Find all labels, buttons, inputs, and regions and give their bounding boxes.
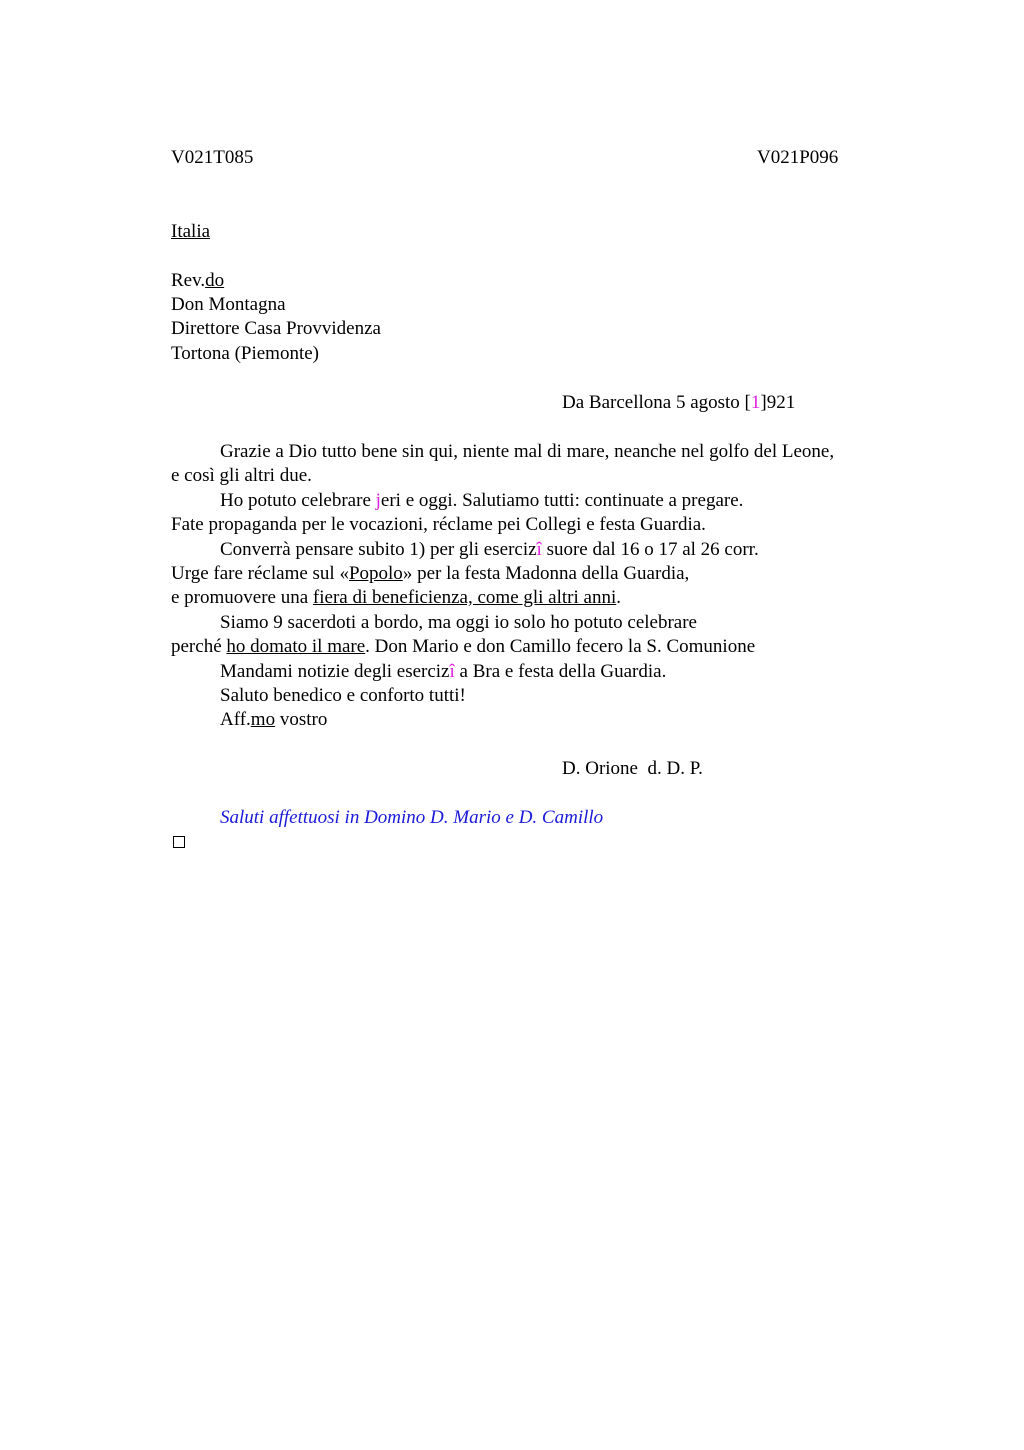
text-run: perché (171, 636, 227, 657)
body-line: e così gli altri due. (171, 465, 312, 486)
text-run: . Don Mario e don Camillo fecero la S. Comunione (365, 636, 756, 657)
text-run: e promuovere una (171, 587, 313, 608)
address-rev (171, 269, 224, 293)
editorial-mark: î (449, 661, 455, 682)
header-right-code: V021P096 (757, 147, 839, 168)
closing-line (220, 708, 327, 732)
body-line: Siamo 9 sacerdoti a bordo, ma oggi io solo ho potuto celebrare (220, 612, 697, 633)
underlined-text: mo (250, 709, 276, 730)
editorial-mark: j (375, 490, 381, 511)
dateline-editorial-digit: 1 (750, 392, 761, 413)
editorial-mark: î (536, 539, 542, 560)
text-run: suore dal 16 o 17 al 26 corr. (541, 539, 759, 560)
body-line (220, 489, 743, 513)
body-line: Saluto benedico e conforto tutti! (220, 685, 466, 706)
text-run: Mandami notizie degli eserciz (220, 661, 450, 682)
header-left-code: V021T085 (171, 147, 254, 168)
underlined-text: Popolo (348, 563, 403, 584)
text-run: Converrà pensare subito 1) per gli eserciz (220, 539, 537, 560)
text-run: a Bra e festa della Guardia. (454, 661, 667, 682)
address-title: Direttore Casa Provvidenza (171, 318, 381, 339)
text-run: eri e oggi. Salutiamo tutti: continuate a pregare. (380, 490, 744, 511)
signature: D. Orione d. D. P. (562, 758, 703, 779)
body-line (171, 635, 755, 659)
text-run: Aff. (220, 709, 251, 730)
body-line (171, 586, 621, 610)
underlined-text: fiera di beneficienza, come gli altri anni (312, 587, 617, 608)
dateline (562, 391, 795, 415)
text-run: Ho potuto celebrare (220, 490, 376, 511)
text-run: Urge fare réclame sul « (171, 563, 349, 584)
body-line (220, 660, 666, 684)
body-line: Grazie a Dio tutto bene sin qui, niente mal di mare, neanche nel golfo del Leone, (220, 441, 835, 462)
text-run: vostro (275, 709, 328, 730)
empty-box-icon (173, 836, 185, 848)
underlined-text: ho domato il mare (226, 636, 366, 657)
body-line (220, 538, 759, 562)
address-name: Don Montagna (171, 294, 286, 315)
address-city: Tortona (Piemonte) (171, 343, 319, 364)
text-run: » per la festa Madonna della Guardia, (402, 563, 690, 584)
dateline-prefix: Da Barcellona 5 agosto [ (562, 392, 751, 413)
rev-prefix: Rev. (171, 270, 206, 291)
rev-suffix: do (205, 270, 225, 291)
body-line: Fate propaganda per le vocazioni, réclame pei Collegi e festa Guardia. (171, 514, 706, 535)
body-line (171, 562, 689, 586)
address-country: Italia (171, 221, 211, 242)
postscript: Saluti affettuosi in Domino D. Mario e D. Camillo (220, 807, 604, 828)
text-run: . (616, 587, 621, 608)
dateline-suffix: ]921 (760, 392, 796, 413)
